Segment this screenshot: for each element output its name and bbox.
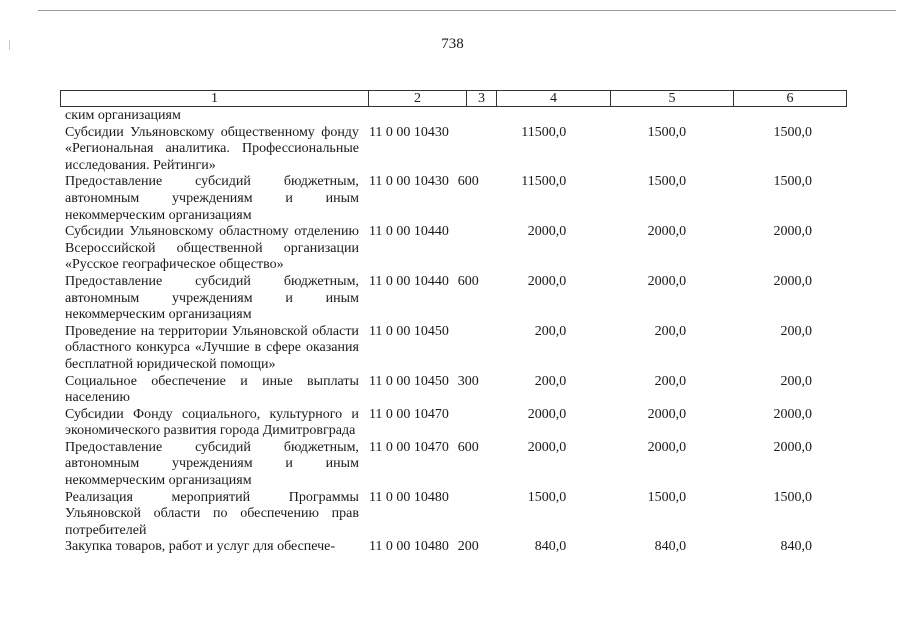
row-value-col5: 2000,0 bbox=[647, 273, 687, 289]
row-value-col4: 2000,0 bbox=[527, 439, 567, 455]
row-value-col5: 200,0 bbox=[654, 323, 687, 339]
table-row bbox=[65, 324, 845, 374]
row-expense-type: 300 bbox=[457, 373, 479, 389]
row-code: 11 0 00 10440 bbox=[368, 224, 449, 240]
row-value-col4: 200,0 bbox=[534, 323, 567, 339]
header-col-5: 5 bbox=[610, 91, 733, 106]
row-value-col4: 1500,0 bbox=[527, 489, 567, 505]
row-value-col6: 2000,0 bbox=[773, 406, 812, 422]
row-name: Предоставление субсидий бюджетным, автономным учреждениям и иным некоммерческим организациям bbox=[65, 439, 359, 489]
row-value-col6: 1500,0 bbox=[773, 489, 812, 505]
row-expense-type: 600 bbox=[457, 273, 479, 289]
row-name: Предоставление субсидий бюджетным, автономным учреждениям и иным некоммерческим организациям bbox=[65, 174, 359, 223]
table-row bbox=[65, 539, 845, 556]
row-value-col4: 200,0 bbox=[534, 373, 567, 389]
header-col-4: 4 bbox=[496, 91, 610, 106]
row-name: Предоставление субсидий бюджетным, автономным учреждениям и иным некоммерческим организациям bbox=[65, 273, 359, 323]
row-value-col4: 2000,0 bbox=[527, 224, 567, 240]
table-row bbox=[65, 125, 845, 175]
carry-over-text: ским организациям bbox=[65, 108, 181, 123]
row-value-col5: 1500,0 bbox=[647, 174, 687, 190]
table-row bbox=[65, 174, 845, 224]
table-row bbox=[65, 374, 845, 407]
row-value-col6: 2000,0 bbox=[773, 224, 812, 240]
row-value-col6: 1500,0 bbox=[773, 124, 812, 140]
page-number: 738 bbox=[441, 36, 464, 52]
header-col-2: 2 bbox=[368, 91, 466, 106]
row-value-col4: 11500,0 bbox=[521, 174, 567, 190]
row-expense-type: 600 bbox=[457, 439, 479, 455]
row-value-col5: 200,0 bbox=[654, 373, 687, 389]
row-value-col6: 840,0 bbox=[780, 539, 812, 555]
row-expense-type: 200 bbox=[457, 539, 479, 555]
row-value-col6: 2000,0 bbox=[773, 439, 812, 455]
table-body bbox=[65, 108, 845, 556]
row-name: Субсидии Фонду социального, культурного и экономического развития города Димитровграда bbox=[65, 406, 359, 439]
row-code: 11 0 00 10440 bbox=[368, 273, 449, 289]
table-rows bbox=[65, 125, 845, 556]
row-code: 11 0 00 10450 bbox=[368, 373, 449, 389]
row-value-col5: 1500,0 bbox=[647, 124, 687, 140]
row-name: Субсидии Ульяновскому общественному фонду «Региональная аналитика. Профессиональные исследования. Рейтинги» bbox=[65, 124, 359, 173]
table-row bbox=[65, 440, 845, 490]
row-code: 11 0 00 10480 bbox=[368, 539, 449, 555]
row-value-col5: 1500,0 bbox=[647, 489, 687, 505]
row-name: Проведение на территории Ульяновской области областного конкурса «Лучшие в сфере оказания бесплатной юридической помощи» bbox=[65, 323, 359, 372]
table-row bbox=[65, 224, 845, 274]
table-header-row bbox=[60, 90, 847, 107]
header-col-3: 3 bbox=[466, 91, 496, 106]
table-row bbox=[65, 407, 845, 440]
row-code: 11 0 00 10430 bbox=[368, 174, 449, 190]
row-value-col4: 11500,0 bbox=[521, 124, 567, 140]
row-value-col4: 2000,0 bbox=[527, 406, 567, 422]
row-value-col6: 200,0 bbox=[780, 373, 812, 389]
row-value-col6: 2000,0 bbox=[773, 273, 812, 289]
row-expense-type: 600 bbox=[457, 174, 479, 190]
top-border-line bbox=[38, 10, 896, 11]
row-value-col6: 200,0 bbox=[780, 323, 812, 339]
row-name: Реализация мероприятий Программы Ульяновской области по обеспечению прав потребителей bbox=[65, 489, 359, 538]
row-name: Социальное обеспечение и иные выплаты населению bbox=[65, 373, 359, 406]
carry-over-row bbox=[65, 108, 845, 125]
row-code: 11 0 00 10470 bbox=[368, 406, 449, 422]
header-col-1: 1 bbox=[211, 91, 218, 106]
table-row bbox=[65, 274, 845, 324]
row-name: Субсидии Ульяновскому областному отделению Всероссийской общественной организации «Русское географическое общество» bbox=[65, 224, 359, 273]
row-value-col4: 840,0 bbox=[534, 539, 567, 555]
row-code: 11 0 00 10430 bbox=[368, 124, 449, 140]
row-code: 11 0 00 10470 bbox=[368, 439, 449, 455]
row-name: Закупка товаров, работ и услуг для обеспече- bbox=[65, 539, 336, 555]
row-value-col5: 2000,0 bbox=[647, 224, 687, 240]
table-row bbox=[65, 490, 845, 540]
row-value-col5: 840,0 bbox=[654, 539, 687, 555]
row-value-col4: 2000,0 bbox=[527, 273, 567, 289]
row-value-col5: 2000,0 bbox=[647, 406, 687, 422]
row-code: 11 0 00 10480 bbox=[368, 489, 449, 505]
row-value-col5: 2000,0 bbox=[647, 439, 687, 455]
row-code: 11 0 00 10450 bbox=[368, 323, 449, 339]
row-value-col6: 1500,0 bbox=[773, 174, 812, 190]
header-col-6: 6 bbox=[733, 91, 846, 106]
